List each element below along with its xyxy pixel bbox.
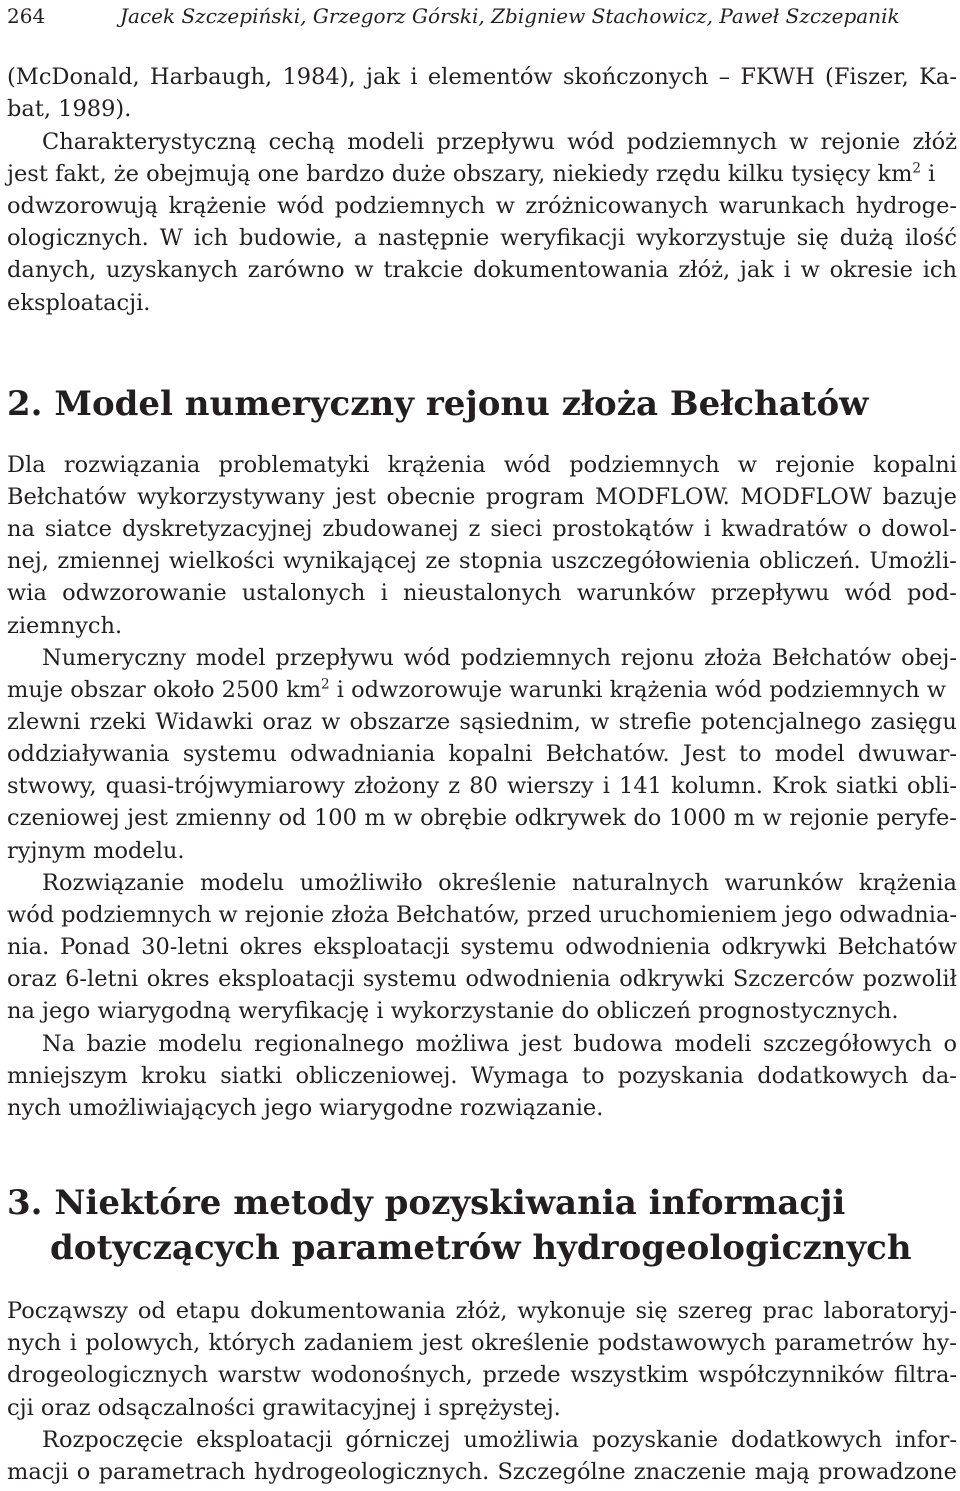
word: model (774, 741, 845, 767)
word: Rozwiązanie (42, 870, 185, 896)
text-line (7, 1328, 957, 1359)
word: warunków (724, 870, 844, 896)
word: siatki (220, 1063, 283, 1089)
word: oraz (7, 966, 57, 992)
word: podziemnych (61, 902, 212, 928)
word: złóż, (678, 257, 731, 283)
word: warunkach (718, 193, 846, 219)
word: budowie, (239, 225, 343, 251)
text-line (7, 1296, 957, 1327)
text-line (7, 771, 957, 802)
text-fragment: jest fakt, że obejmują one bardzo duże obszary, niekiedy rzędu kilku tysięcy km (7, 161, 913, 187)
word: wód (403, 645, 451, 671)
word: i (410, 64, 418, 90)
word: Widawki (155, 709, 254, 735)
word: Harbaugh, (149, 64, 273, 90)
word: i (602, 773, 610, 799)
word: dokumentowania (473, 257, 669, 283)
word: ich (922, 257, 957, 283)
word: wód (7, 902, 55, 928)
word: 100 (313, 805, 357, 831)
word: rzeki (89, 709, 147, 735)
word: zbudowanej (322, 516, 459, 542)
word: MODFLOW (740, 484, 872, 510)
word: da- (921, 1063, 957, 1089)
word: elementów (427, 64, 553, 90)
text-line (7, 643, 957, 674)
word: wodonośnych, (310, 1362, 473, 1388)
word: i (380, 580, 388, 606)
word: dodatkowych (731, 1427, 883, 1453)
word: Szczególne (497, 1459, 626, 1485)
word: zmiennej (57, 548, 161, 574)
word: rozwiązania (63, 452, 201, 478)
word: wód (844, 580, 892, 606)
word: to (738, 741, 762, 767)
word: do (633, 805, 662, 831)
word: bazie (86, 1031, 147, 1057)
word: potencjalnego (700, 709, 862, 735)
word: odwadniania (290, 741, 436, 767)
word: wód (277, 193, 325, 219)
word: parametrach (98, 1459, 246, 1485)
word: etapu (175, 1298, 241, 1324)
word: przepływu (710, 580, 830, 606)
word: problematyki (218, 452, 370, 478)
word: warunków (576, 580, 696, 606)
word: jest (335, 484, 377, 510)
text-line (7, 1360, 957, 1391)
word: przed (526, 902, 592, 928)
word: modelu (199, 870, 285, 896)
word: wia (7, 580, 47, 606)
text-line: nych umożliwiających jego wiarygodne rozwiązanie. (7, 1095, 604, 1121)
word: obrębie (420, 805, 508, 831)
text-line: eksploatacji. (7, 290, 151, 316)
text-line (7, 514, 957, 545)
text-line (7, 707, 957, 738)
word: wód (567, 129, 615, 155)
word: górniczej (345, 1427, 451, 1453)
word: skończonych (562, 64, 709, 90)
word: siatce (44, 516, 112, 542)
word: MODFLOW. (594, 484, 730, 510)
word: umożliwiło (299, 870, 423, 896)
word: wynikającej (282, 548, 417, 574)
word: sąsiednim, (459, 709, 582, 735)
word: Numeryczny (42, 645, 186, 671)
word: bazuje (882, 484, 957, 510)
word: program (485, 484, 585, 510)
word: ustalonych (241, 580, 366, 606)
word: na (7, 516, 35, 542)
word: których (208, 1330, 296, 1356)
word: quasi-trójwymiarowy (105, 773, 345, 799)
word: oddziaływania (7, 741, 170, 767)
word: kopalni (448, 741, 533, 767)
word: 141 (619, 773, 662, 799)
word: modeli (674, 1031, 752, 1057)
word: jest (520, 1031, 562, 1057)
text-fragment: i odwzorowuje warunki krążenia wód podziemnych w (329, 677, 946, 703)
word: rejonie (775, 452, 855, 478)
word: w (354, 257, 374, 283)
word: czeniowej (7, 805, 120, 831)
word: określenie (471, 1330, 590, 1356)
word: 1000 (668, 805, 727, 831)
word: i (69, 1330, 77, 1356)
word: odkrywki (619, 966, 725, 992)
word: od (278, 805, 307, 831)
word: szczegółowych (762, 1031, 932, 1057)
word: obliczeniowej. (295, 1063, 458, 1089)
word: modeli (347, 129, 425, 155)
word: obecnie (386, 484, 476, 510)
word: peryfe- (876, 805, 957, 831)
word: krążenia (387, 452, 486, 478)
text-line (7, 546, 957, 577)
running-header-authors: Jacek Szczepiński, Grzegorz Górski, Zbigniew Stachowicz, Paweł Szczepanik (120, 4, 900, 28)
text-line (7, 578, 957, 609)
word: umożliwia (463, 1427, 579, 1453)
word: model (195, 645, 266, 671)
word: określenie (438, 870, 557, 896)
word: odwadnia- (839, 902, 957, 928)
word: kopalni (873, 452, 957, 478)
word: infor- (895, 1427, 957, 1453)
word: stwowy, (7, 773, 97, 799)
word: zmienny (175, 805, 271, 831)
superscript: 2 (321, 676, 330, 693)
word: w (590, 709, 610, 735)
word: okres (239, 934, 303, 960)
text-line (7, 223, 957, 254)
text-line (7, 1061, 957, 1092)
word: rejonie (789, 805, 869, 831)
word: obli- (906, 773, 957, 799)
word: Krok (772, 773, 827, 799)
word: w (321, 709, 341, 735)
word: sieci (490, 516, 543, 542)
word: okres (146, 966, 210, 992)
word: w (495, 193, 515, 219)
word: to (581, 1063, 605, 1089)
word: dodatkowych (757, 1063, 909, 1089)
word: podziemnych (460, 645, 611, 671)
word: Charakterystyczną (42, 129, 257, 155)
word: regionalnego (254, 1031, 405, 1057)
word: polowych, (85, 1330, 201, 1356)
section-heading-continuation: dotyczących parametrów hydrogeologicznych (50, 1228, 912, 1268)
word: zarówno (247, 257, 345, 283)
text-line (7, 482, 957, 513)
word: nia. (7, 934, 50, 960)
text-line (7, 964, 957, 995)
word: dyskretyzacyjnej (121, 516, 313, 542)
word: modelu (158, 1031, 243, 1057)
text-line (7, 900, 957, 931)
word: jak (365, 64, 400, 90)
word: strefie (618, 709, 692, 735)
word: o (857, 516, 872, 542)
word: stopnia (459, 548, 543, 574)
word: pozwolił (862, 966, 957, 992)
text-line (7, 739, 957, 770)
word: a (353, 225, 368, 251)
word: zasięgu (870, 709, 957, 735)
word: okresie (829, 257, 913, 283)
text-fragment: muje obszar około 2500 km (7, 677, 322, 703)
word: podziemnych (569, 452, 720, 478)
word: następnie (378, 225, 490, 251)
word: zlewni (7, 709, 81, 735)
word: jest (421, 1330, 463, 1356)
text-line (7, 127, 957, 158)
word: uzyskanych (106, 257, 238, 283)
word: współczynników (698, 1362, 885, 1388)
page-number: 264 (7, 4, 46, 28)
word: odwzorowują (7, 193, 159, 219)
word: jak (739, 257, 774, 283)
word: z (468, 516, 481, 542)
word: nej, (7, 548, 49, 574)
word: mniejszym (7, 1063, 128, 1089)
word: przede (482, 1362, 561, 1388)
word: Rozpoczęcie (42, 1427, 184, 1453)
word: w (762, 805, 782, 831)
word: uszczegółowienia (551, 548, 751, 574)
word: siatki (835, 773, 898, 799)
word: pozyskania (617, 1063, 744, 1089)
text-fragment: i (921, 161, 936, 187)
word: Bełchatów (7, 484, 127, 510)
text-line: na jego wiarygodną weryfikację i wykorzystanie do obliczeń prognostycznych. (7, 998, 899, 1024)
word: nieustalonych (403, 580, 562, 606)
word: wykorzystuje (635, 225, 786, 251)
word: oraz (262, 709, 312, 735)
word: ilość (904, 225, 957, 251)
word: m (733, 805, 755, 831)
word: obliczeń. (758, 548, 861, 574)
word: Dla (7, 452, 46, 478)
word: (Fiszer, (825, 64, 909, 90)
text-line (7, 255, 957, 286)
word: odwzorowanie (62, 580, 227, 606)
text-line (7, 62, 957, 93)
word: podziemnych (626, 129, 777, 155)
word: rejonie (820, 129, 901, 155)
word: w (218, 902, 238, 928)
word: dokumentowania (250, 1298, 446, 1324)
word: pod- (906, 580, 957, 606)
word: Umożli- (869, 548, 957, 574)
word: znaczenie (633, 1459, 747, 1485)
word: Wymaga (470, 1063, 569, 1089)
word: hydrogeologicznych. (253, 1459, 490, 1485)
word: krążenia (858, 870, 957, 896)
word: laboratoryj- (823, 1298, 957, 1324)
word: zróżnicowanych (525, 193, 709, 219)
word: Na (42, 1031, 76, 1057)
word: mają (754, 1459, 810, 1485)
word: Ka- (919, 64, 957, 90)
word: o (943, 1031, 957, 1057)
superscript: 2 (912, 160, 922, 177)
word: Ponad (60, 934, 131, 960)
word: trakcie (383, 257, 464, 283)
word: i (703, 516, 712, 542)
word: Szczerców (732, 966, 855, 992)
word: odwodnienia (465, 966, 611, 992)
word: możliwa (415, 1031, 510, 1057)
word: ich (193, 225, 229, 251)
text-line (7, 803, 957, 834)
word: 30-letni (141, 934, 229, 960)
word: eksploatacji (218, 966, 355, 992)
word: Jest (682, 741, 726, 767)
word: W (159, 225, 183, 251)
text-line (7, 1457, 957, 1488)
word: danych, (7, 257, 97, 283)
text-line (7, 1029, 957, 1060)
word: 1984), (282, 64, 356, 90)
word: dużą (839, 225, 894, 251)
word: nych (7, 1330, 62, 1356)
word: 6-letni (65, 966, 139, 992)
word: eksploatacji (196, 1427, 333, 1453)
text-line (7, 1425, 957, 1456)
text-line: ryjnym modelu. (7, 838, 185, 864)
word: obej- (901, 645, 957, 671)
word: budowa (573, 1031, 663, 1057)
word: szereg (677, 1298, 753, 1324)
word: Bełchatów (837, 934, 957, 960)
word: wykonuje (517, 1298, 626, 1324)
word: odkrywki (721, 934, 827, 960)
word: weryfikacji (500, 225, 626, 251)
word: systemu (182, 741, 277, 767)
word: drogeologicznych (7, 1362, 209, 1388)
word: w (737, 452, 758, 478)
word: naturalnych (571, 870, 710, 896)
word: dwuwar- (857, 741, 957, 767)
text-line: cji oraz odsączalności grawitacyjnej i sprężystej. (7, 1395, 561, 1421)
word: złóż (912, 129, 957, 155)
word: macji (7, 1459, 69, 1485)
text-line: ziemnych. (7, 613, 123, 639)
word: Bełchatów (771, 645, 892, 671)
word: prostokątów (552, 516, 694, 542)
word: wielkości (168, 548, 275, 574)
word: Począwszy (7, 1298, 129, 1324)
word: złoża (331, 902, 390, 928)
section-heading: 3. Niektóre metody pozyskiwania informacji (7, 1183, 846, 1223)
word: Bełchatów, (396, 902, 521, 928)
word: od (137, 1298, 166, 1324)
text-line (7, 932, 957, 963)
word: w (800, 257, 820, 283)
word: hydroge- (855, 193, 957, 219)
word: jego (784, 902, 833, 928)
word: obszarze (349, 709, 451, 735)
word: 80 (469, 773, 498, 799)
word: w (789, 129, 809, 155)
word: o (76, 1459, 91, 1485)
text-line (7, 868, 957, 899)
word: krążenie (168, 193, 267, 219)
word: hy- (922, 1330, 957, 1356)
word: i (783, 257, 791, 283)
word: rejonie (244, 902, 325, 928)
word: jest (127, 805, 168, 831)
word: (McDonald, (7, 64, 140, 90)
word: prowadzone (818, 1459, 957, 1485)
word: kolumn. (671, 773, 763, 799)
text-line (7, 675, 946, 706)
word: się (635, 1298, 668, 1324)
word: kroku (140, 1063, 208, 1089)
text-line: bat, 1989). (7, 96, 132, 122)
word: warstw (217, 1362, 302, 1388)
word: – (718, 64, 731, 90)
word: z (448, 773, 461, 799)
word: w (393, 805, 413, 831)
word: systemu (460, 934, 555, 960)
word: rejonu (620, 645, 695, 671)
word: filtra- (893, 1362, 957, 1388)
word: wykorzystywany (136, 484, 325, 510)
word: złóż, (455, 1298, 508, 1324)
word: podstawowych (597, 1330, 767, 1356)
word: się (796, 225, 829, 251)
section-heading: 2. Model numeryczny rejonu złoża Bełchatów (7, 384, 869, 424)
text-line (7, 191, 957, 222)
word: eksploatacji (313, 934, 450, 960)
word: kwadratów (721, 516, 848, 542)
word: przepływu (275, 645, 394, 671)
word: wszystkim (570, 1362, 689, 1388)
word: złożony (353, 773, 440, 799)
word: ologicznych. (7, 225, 149, 251)
word: odkrywek (514, 805, 626, 831)
word: dowol- (881, 516, 957, 542)
word: zadaniem (303, 1330, 414, 1356)
word: złoża (704, 645, 763, 671)
word: systemu (362, 966, 457, 992)
word: Bełchatów. (545, 741, 670, 767)
word: podziemnych (334, 193, 486, 219)
word: parametrów (774, 1330, 914, 1356)
word: FKWH (740, 64, 815, 90)
word: pozyskanie (591, 1427, 719, 1453)
word: odwodnienia (565, 934, 711, 960)
word: wierszy (506, 773, 594, 799)
text-line (7, 450, 957, 481)
text-line (7, 159, 935, 190)
word: ze (425, 548, 451, 574)
word: m (364, 805, 386, 831)
word: prac (762, 1298, 814, 1324)
word: przepływu (436, 129, 555, 155)
word: wód (503, 452, 552, 478)
word: uruchomieniem (598, 902, 778, 928)
word: cechą (268, 129, 336, 155)
